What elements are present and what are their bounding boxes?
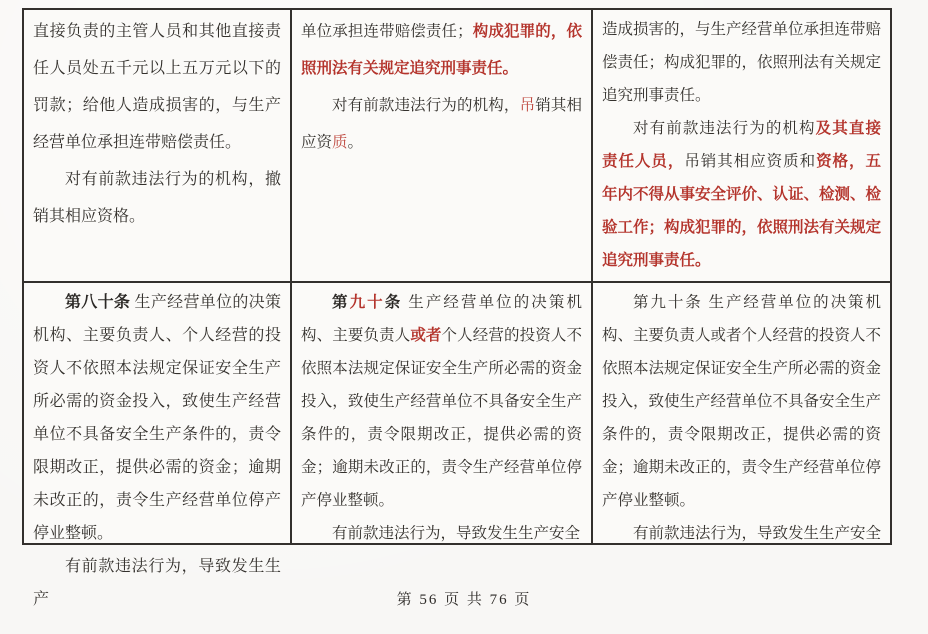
text-segment-black: 有前款违法行为，导致发生生产 (33, 558, 281, 608)
text-segment-redbold: 九十 (349, 294, 385, 311)
paragraph (33, 286, 281, 550)
text-segment-black: 生产经营单位的决策机构、主要负责人、个人经营的投资人不依照本法规定保证安全生产所必需的资金投入，致使生产经营单位不具备安全生产条件的，责令限期改正，提供必需的资金；逾期未改正的，责令生产经营单位停产停业整顿。 (33, 294, 281, 542)
text-segment-red: 吊 (519, 97, 536, 114)
text-segment-black: 对有前款违法行为的机构 (633, 120, 816, 137)
text-segment-black: 对有前款违法行为的机构， (332, 97, 520, 114)
text-segment-black: 有前款违法行为，导致发生生产安全 (332, 525, 581, 542)
table-cell-col1-row2 (24, 283, 292, 608)
text-segment-bold: 第八十条 (65, 294, 131, 311)
text-segment-black: 个人经营的投资人不依照本法规定保证安全生产所必需的资金投入，致使生产经营单位不具备安全生产条件的，责令限期改正，提供必需的资金；逾期未改正的，责令生产经营单位停产停业整顿。 (301, 327, 582, 509)
text-segment-bold: 条 (384, 294, 403, 311)
table-cell-col3-row1 (593, 10, 890, 283)
text-segment-black: 直接负责的主管人员和其他直接责任人员处五千元以上五万元以下的罚款；给他人造成损害的，与生产经营单位承担连带赔偿责任。 (33, 23, 281, 151)
text-segment-black: 吊销其相应资质和 (684, 153, 817, 170)
text-segment-black: 有前款违法行为，导致发生生产安全 (633, 525, 882, 542)
paragraph (33, 13, 281, 161)
paragraph (602, 112, 881, 277)
text-segment-black: 第九十条 生产经营单位的决策机构、主要负责人或者个人经营的投资人不依照本法规定保证安全生产所必需的资金投入，致使生产经营单位不具备安全生产条件的，责令限期改正，提供必需的资金；逾期未改正的，责令生产经营单位停产停业整顿。 (602, 294, 882, 509)
text-segment-black: 生产经营单位的决策机构、主要负责人 (301, 294, 582, 344)
text-segment-black: 。 (347, 134, 364, 151)
table-cell-col1-row1 (24, 10, 292, 283)
text-segment-redbold: 及其直接责任人员， (602, 120, 881, 170)
page-number-footer: 第 56 页 共 76 页 (396, 592, 532, 608)
text-segment-black: 造成损害的，与生产经营单位承担连带赔偿责任；构成犯罪的，依照刑法有关规定追究刑事责任。 (602, 21, 882, 104)
paragraph (602, 13, 881, 112)
paragraph (301, 517, 582, 550)
paragraph (301, 87, 582, 161)
table-cell-col3-row2 (593, 283, 890, 543)
text-segment-black: 销其相应资 (301, 97, 582, 151)
text-segment-redbold: 或者 (410, 327, 442, 344)
text-segment-black: 对有前款违法行为的机构，撤销其相应资格。 (33, 171, 281, 225)
paragraph (602, 286, 881, 517)
paragraph (33, 161, 281, 235)
text-segment-red: 质 (332, 134, 348, 151)
text-segment-black: 单位承担连带赔偿责任； (301, 23, 473, 40)
table-cell-col2-row2 (292, 283, 593, 543)
paragraph (301, 286, 582, 517)
text-segment-redbold: 构成犯罪的，依照刑法有关规定追究刑事责任。 (301, 23, 582, 77)
paragraph (301, 13, 582, 87)
text-segment-bold: 第 (332, 294, 350, 311)
paragraph (602, 517, 881, 550)
table-cell-col2-row1 (292, 10, 593, 283)
text-segment-redbold: 资格，五年内不得从事安全评价、认证、检测、检验工作；构成犯罪的，依照刑法有关规定追究刑事责任。 (602, 153, 882, 269)
